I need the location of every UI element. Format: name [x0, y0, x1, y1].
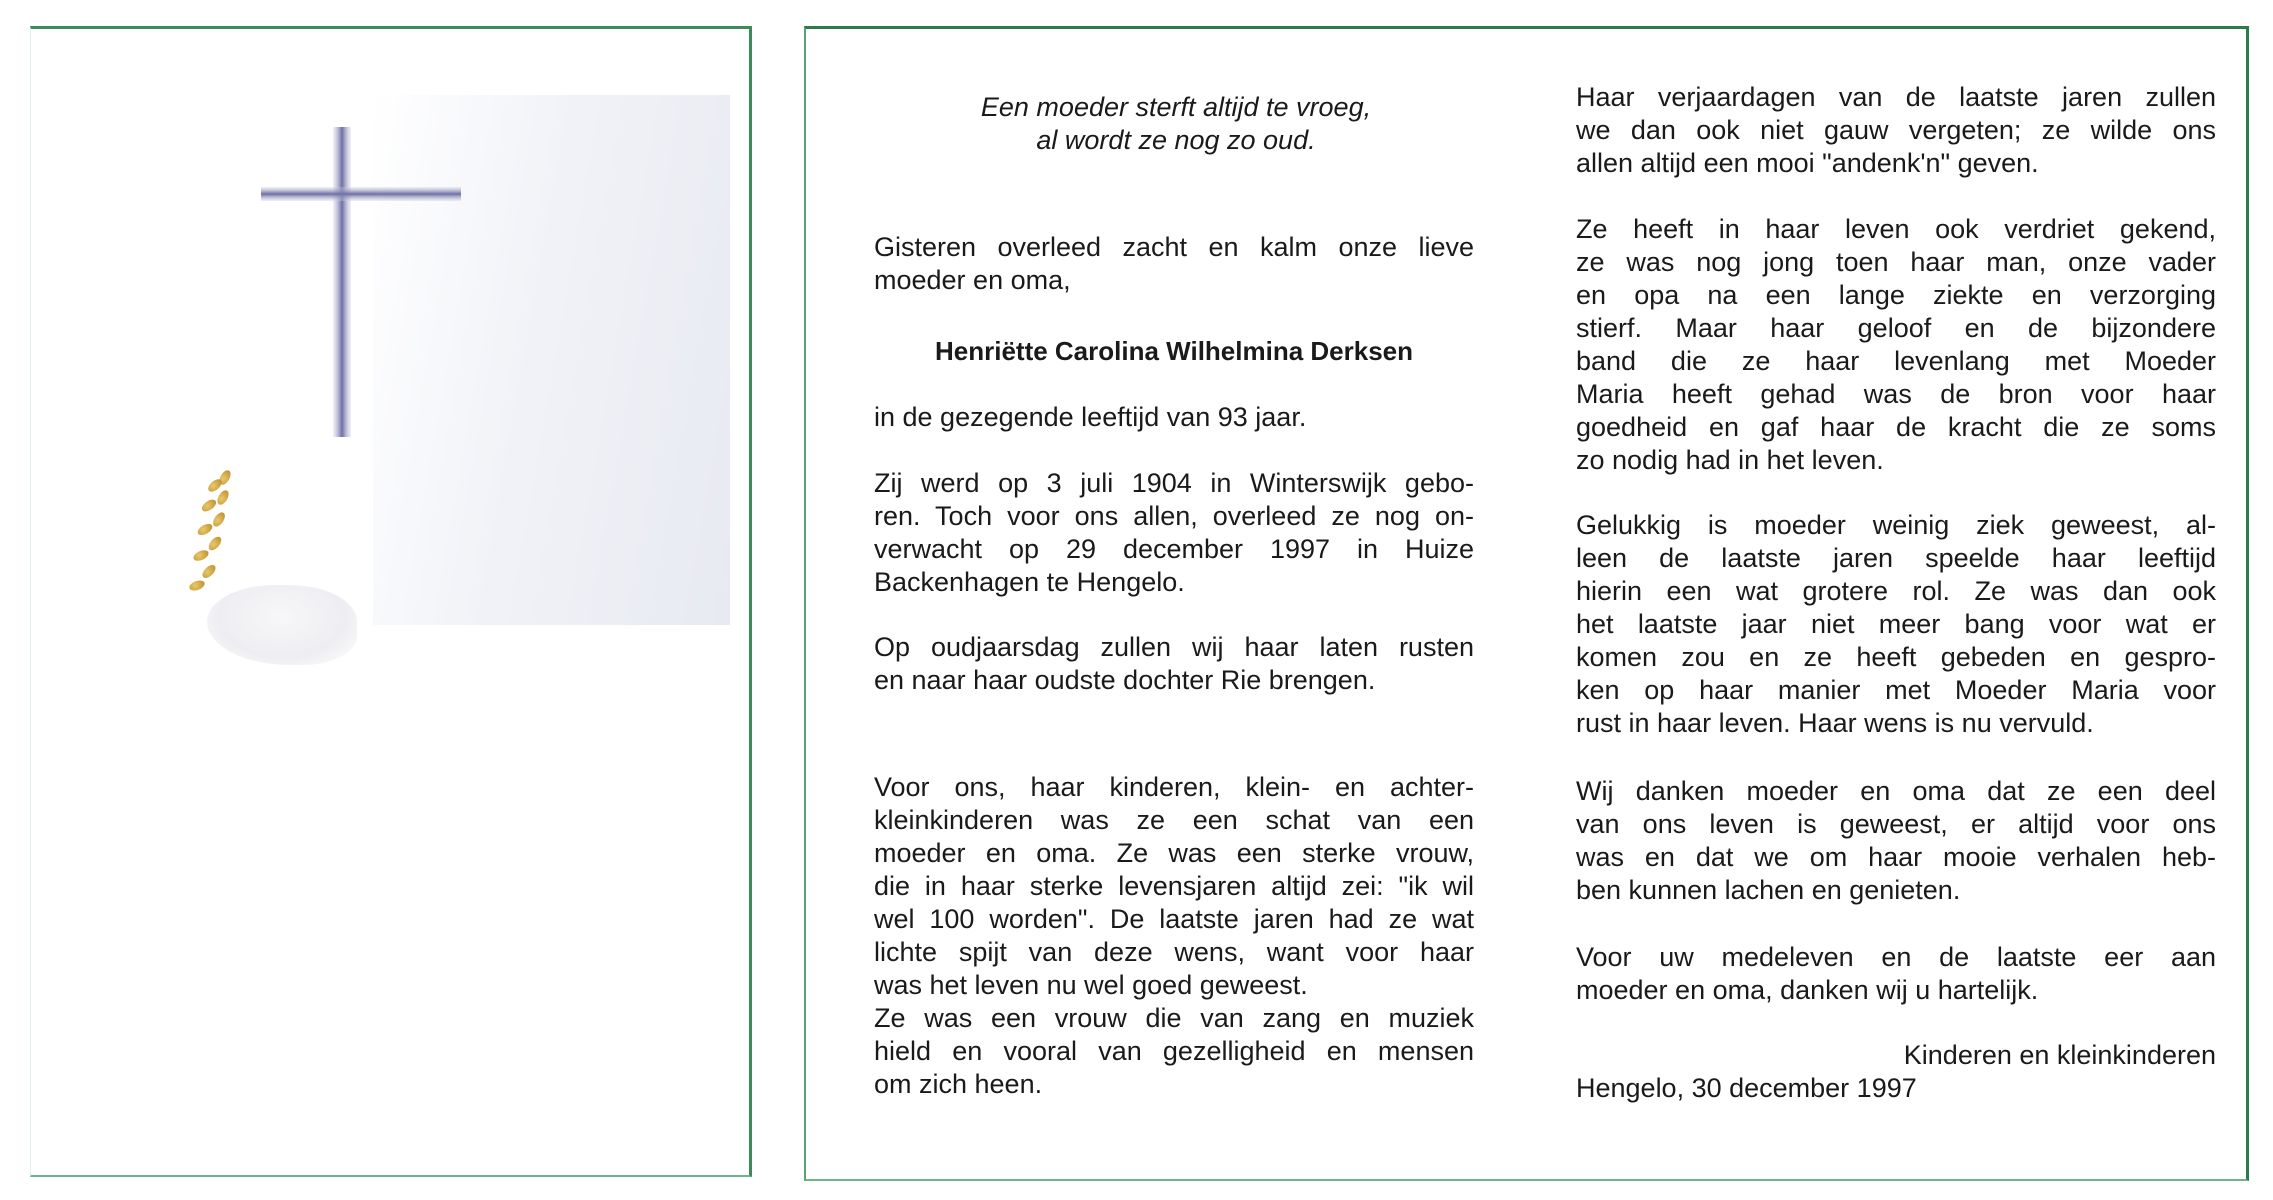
- paragraph-line: komen zou en ze heeft gebeden en gespro-: [1576, 642, 2216, 672]
- paragraph-line: leen de laatste jaren speelde haar leeftijd: [1576, 543, 2216, 573]
- paragraph-line: was en dat we om haar mooie verhalen heb-: [1576, 842, 2216, 872]
- age-line: in de gezegende leeftijd van 93 jaar.: [874, 402, 1307, 432]
- paragraph-line: Ze heeft in haar leven ook verdriet gekend,: [1576, 214, 2216, 244]
- dove-icon: [207, 585, 357, 665]
- paragraph-line: lichte spijt van deze wens, want voor haar: [874, 937, 1474, 967]
- paragraph-line: het laatste jaar niet meer bang voor wat er: [1576, 609, 2216, 639]
- paragraph-line: van ons leven is geweest, er altijd voor ons: [1576, 809, 2216, 839]
- motto-line: al wordt ze nog zo oud.: [1036, 125, 1316, 155]
- paragraph-line: was het leven nu wel goed geweest.: [874, 970, 1308, 1000]
- signature: Kinderen en kleinkinderen: [1903, 1040, 2216, 1070]
- birthdays-paragraph: [1576, 81, 2216, 180]
- paragraph-line: wel 100 worden". De laatste jaren had ze wat: [874, 904, 1474, 934]
- front-card: [30, 26, 752, 1177]
- paragraph-line: Backenhagen te Hengelo.: [874, 567, 1185, 597]
- paragraph-line: Zij werd op 3 juli 1904 in Winterswijk gebo-: [874, 468, 1474, 498]
- paragraph-line: moeder en oma. Ze was een sterke vrouw,: [874, 838, 1474, 868]
- treasure-paragraph: [874, 771, 1474, 1101]
- burial-paragraph: [874, 631, 1474, 697]
- paragraph-line: verwacht op 29 december 1997 in Huize: [874, 534, 1474, 564]
- paragraph-line: Maria heeft gehad was de bron voor haar: [1576, 379, 2216, 409]
- paragraph-line: we dan ook niet gauw vergeten; ze wilde ons: [1576, 115, 2216, 145]
- paragraph-line: Haar verjaardagen van de laatste jaren zullen: [1576, 82, 2216, 112]
- paragraph-line: hield en vooral van gezelligheid en mensen: [874, 1036, 1474, 1066]
- motto-line: Een moeder sterft altijd te vroeg,: [980, 92, 1372, 122]
- deceased-name: Henriëtte Carolina Wilhelmina Derksen: [934, 336, 1414, 366]
- paragraph-line: ben kunnen lachen en genieten.: [1576, 875, 1961, 905]
- intro-line: Gisteren overleed zacht en kalm onze lieve: [874, 232, 1474, 262]
- paragraph-line: Op oudjaarsdag zullen wij haar laten rusten: [874, 632, 1474, 662]
- paragraph-line: Gelukkig is moeder weinig ziek geweest, al-: [1576, 510, 2216, 540]
- paragraph-line: kleinkinderen was ze een schat van een: [874, 805, 1474, 835]
- paragraph-line: zo nodig had in het leven.: [1576, 445, 1884, 475]
- thanks-paragraph: [1576, 775, 2216, 907]
- health-paragraph: [1576, 509, 2216, 740]
- paragraph-line: Wij danken moeder en oma dat ze een deel: [1576, 776, 2216, 806]
- paragraph-line: goedheid en gaf haar de kracht die ze soms: [1576, 412, 2216, 442]
- paragraph-line: allen altijd een mooi "andenk'n" geven.: [1576, 148, 2039, 178]
- paragraph-line: rust in haar leven. Haar wens is nu vervuld.: [1576, 708, 2094, 738]
- birth-paragraph: [874, 467, 1474, 599]
- paragraph-line: om zich heen.: [874, 1069, 1043, 1099]
- cross-icon: [241, 119, 481, 459]
- paragraph-line: moeder en oma, danken wij u hartelijk.: [1576, 975, 2039, 1005]
- paragraph-line: ken op haar manier met Moeder Maria voor: [1576, 675, 2216, 705]
- paragraph-line: Ze was een vrouw die van zang en muziek: [874, 1003, 1474, 1033]
- paragraph-line: en opa na een lange ziekte en verzorging: [1576, 280, 2216, 310]
- paragraph-line: Voor uw medeleven en de laatste eer aan: [1576, 942, 2216, 972]
- motto: [876, 91, 1476, 157]
- paragraph-line: hierin een wat grotere rol. Ze was dan ook: [1576, 576, 2216, 606]
- inside-card: [804, 26, 2249, 1181]
- paragraph-line: Voor ons, haar kinderen, klein- en achter-: [874, 772, 1474, 802]
- paragraph-line: stierf. Maar haar geloof en de bijzondere: [1576, 313, 2216, 343]
- place-date: Hengelo, 30 december 1997: [1576, 1073, 1917, 1103]
- intro-line: moeder en oma,: [874, 265, 1071, 295]
- sorrow-paragraph: [1576, 213, 2216, 477]
- paragraph-line: ze was nog jong toen haar man, onze vader: [1576, 247, 2216, 277]
- paragraph-line: band die ze haar levenlang met Moeder: [1576, 346, 2216, 376]
- sympathy-paragraph: [1576, 941, 2216, 1007]
- paragraph-line: ren. Toch voor ons allen, overleed ze nog on-: [874, 501, 1474, 531]
- paragraph-line: en naar haar oudste dochter Rie brengen.: [874, 665, 1376, 695]
- paragraph-line: die in haar sterke levensjaren altijd zei: "ik wil: [874, 871, 1474, 901]
